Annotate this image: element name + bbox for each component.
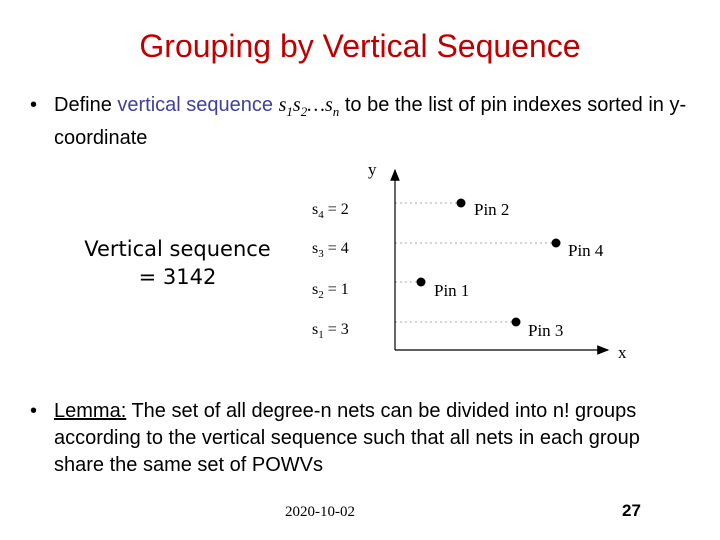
pin-3-dot bbox=[512, 318, 521, 327]
sequence-notation: $s_1s_2\dots s_n$ bbox=[278, 94, 340, 119]
lemma-label: Lemma: bbox=[54, 400, 127, 422]
vertical-sequence-term: vertical sequence bbox=[117, 94, 274, 116]
pin-4-label: Pin 4 bbox=[568, 241, 604, 260]
pin-2-label: Pin 2 bbox=[474, 200, 510, 219]
row-label-s4: $s_4 = 2$ bbox=[312, 201, 349, 221]
bullet-dot: • bbox=[30, 94, 38, 116]
x-axis-label: x bbox=[618, 343, 627, 362]
lemma-text bbox=[54, 398, 694, 479]
y-axis-label: y bbox=[368, 160, 377, 179]
pin-4-dot bbox=[552, 239, 561, 248]
page-number: 27 bbox=[622, 501, 641, 520]
definition-prefix: Define bbox=[54, 94, 118, 116]
row-label-s3: $s_3 = 4$ bbox=[312, 240, 349, 260]
row-label-s1: $s_1 = 3$ bbox=[312, 321, 349, 341]
row-label-s2: $s_2 = 1$ bbox=[312, 281, 349, 301]
pin-3-label: Pin 3 bbox=[528, 321, 564, 340]
definition-text bbox=[54, 92, 714, 152]
pin-diagram bbox=[300, 155, 650, 365]
footer-date: 2020-10-02 bbox=[285, 504, 355, 520]
bullet-dot: • bbox=[30, 400, 38, 422]
vertical-sequence-label: Vertical sequence bbox=[84, 237, 271, 261]
definition-suffix: to be the list of pin indexes sorted in y-coordinate bbox=[54, 94, 687, 149]
slide-title: Grouping by Vertical Sequence bbox=[139, 28, 581, 64]
lemma-body: The set of all degree-n nets can be divided into n! groups according to the vertical sequence such that all nets in each group share the same set of POWVs bbox=[54, 400, 640, 476]
vertical-sequence-example bbox=[75, 235, 280, 291]
pin-1-dot bbox=[417, 278, 426, 287]
pin-1-label: Pin 1 bbox=[434, 281, 470, 300]
vertical-sequence-value: = 3142 bbox=[138, 265, 217, 289]
pin-2-dot bbox=[457, 199, 466, 208]
